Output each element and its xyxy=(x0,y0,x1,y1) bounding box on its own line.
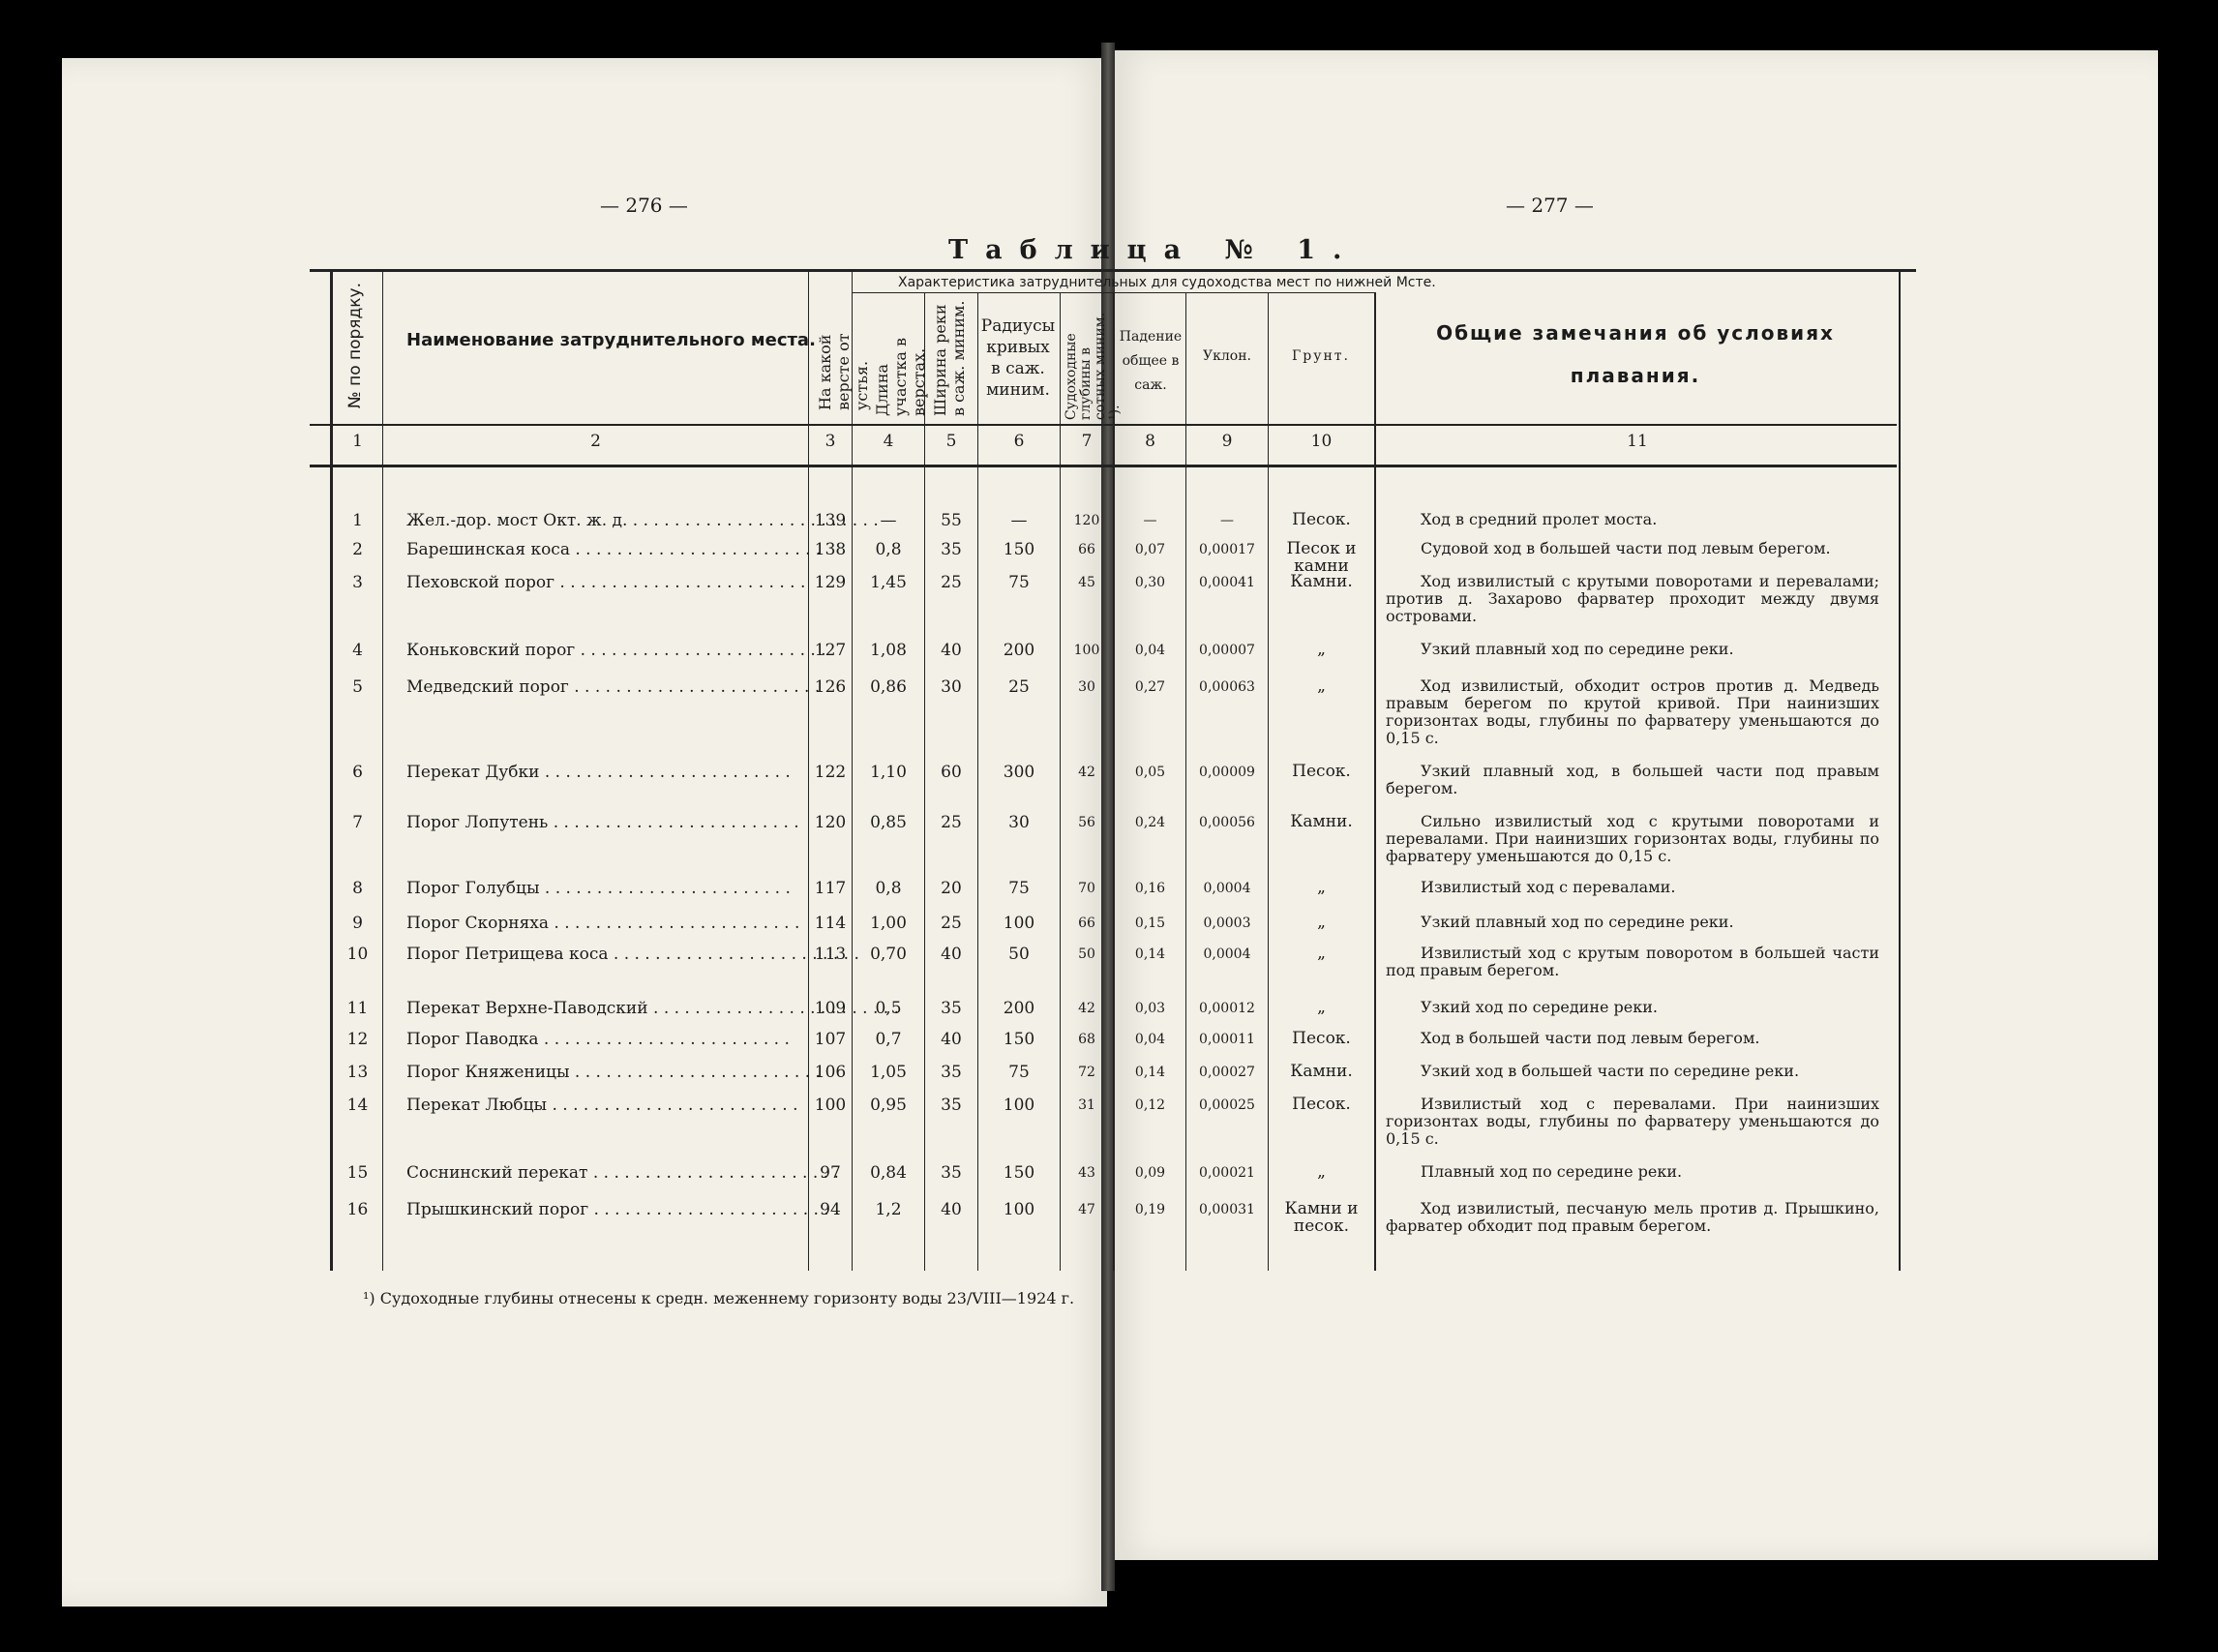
cell-soil: Камни. xyxy=(1290,572,1353,591)
cell-width: 40 xyxy=(941,1030,962,1049)
cell-radius: 100 xyxy=(1003,914,1035,933)
cell-len: 0,86 xyxy=(870,677,907,697)
cell-verst: 138 xyxy=(814,540,847,559)
cell-name: Порог Лопутень . . . xyxy=(406,813,805,832)
cell-depth: 66 xyxy=(1078,542,1095,557)
header-number: № по порядку. xyxy=(345,282,365,408)
cell-fall: 0,04 xyxy=(1134,1032,1166,1047)
cell-name: Порог Скорняха . . . xyxy=(406,914,805,933)
cell-remarks: Судовой ход в большей части под левым берегом. xyxy=(1421,539,1831,557)
cell-name: Порог Голубцы . . . xyxy=(406,879,805,898)
cell-n: 3 xyxy=(352,573,363,592)
cell-slope: 0,00027 xyxy=(1199,1065,1255,1080)
cell-slope: — xyxy=(1220,513,1234,528)
cell-verst: 106 xyxy=(814,1063,847,1082)
cell-width: 25 xyxy=(941,914,962,933)
cell-radius: 150 xyxy=(1003,1163,1035,1183)
cell-soil: „ xyxy=(1317,998,1326,1017)
cell-verst: 113 xyxy=(814,945,847,964)
cell-fall: 0,09 xyxy=(1134,1165,1166,1181)
cell-fall: 0,05 xyxy=(1134,765,1166,780)
cell-verst: 100 xyxy=(814,1096,847,1115)
cell-width: 40 xyxy=(941,1200,962,1219)
cell-len: 1,45 xyxy=(870,573,907,592)
cell-remarks: Ход в средний пролет моста. xyxy=(1421,510,1658,528)
col-number-6: 6 xyxy=(1013,432,1025,451)
cell-depth: 68 xyxy=(1078,1032,1095,1047)
cell-depth: 100 xyxy=(1073,643,1100,658)
cell-fall: 0,27 xyxy=(1134,679,1166,695)
cell-slope: 0,00017 xyxy=(1199,542,1255,557)
cell-width: 40 xyxy=(941,945,962,964)
cell-name: Коньковский порог . . . xyxy=(406,641,805,660)
cell-remarks: Извилистый ход с перевалами. xyxy=(1421,878,1676,896)
header-name: Наименование затруднительного места. xyxy=(406,330,816,350)
cell-fall: 0,15 xyxy=(1134,916,1166,931)
header-slope: Уклон. xyxy=(1203,348,1251,364)
cell-len: 0,7 xyxy=(875,1030,902,1049)
cell-slope: 0,00041 xyxy=(1199,575,1255,590)
cell-width: 35 xyxy=(941,1063,962,1082)
cell-soil: „ xyxy=(1317,944,1326,963)
cell-soil: Камни. xyxy=(1290,1062,1353,1081)
cell-name: Соснинский перекат . . . xyxy=(406,1163,805,1183)
cell-width: 25 xyxy=(941,573,962,592)
cell-width: 35 xyxy=(941,999,962,1018)
cell-n: 14 xyxy=(346,1096,369,1115)
cell-radius: 75 xyxy=(1008,1063,1030,1082)
cell-fall: 0,03 xyxy=(1134,1001,1166,1016)
cell-len: 1,05 xyxy=(870,1063,907,1082)
cell-fall: 0,12 xyxy=(1134,1097,1166,1113)
cell-slope: 0,00056 xyxy=(1199,815,1255,830)
table-title: Таблица № 1. xyxy=(948,235,1360,265)
cell-width: 25 xyxy=(941,813,962,832)
cell-verst: 120 xyxy=(814,813,847,832)
cell-name: Перекат Верхне-Паводский . . . xyxy=(406,999,805,1018)
header-depth: Судоходные глубины в сотных миним. ¹). xyxy=(1064,312,1123,420)
header-fall: Падение общее в саж. xyxy=(1119,329,1183,393)
cell-depth: 45 xyxy=(1078,575,1095,590)
cell-radius: — xyxy=(1010,511,1028,530)
cell-slope: 0,00011 xyxy=(1199,1032,1255,1047)
cell-slope: 0,0003 xyxy=(1203,916,1251,931)
cell-verst: 94 xyxy=(820,1200,841,1219)
col-number-2: 2 xyxy=(590,432,601,451)
cell-verst: 107 xyxy=(814,1030,847,1049)
cell-depth: 50 xyxy=(1078,946,1095,962)
cell-depth: 43 xyxy=(1078,1165,1095,1181)
page-number-right: — 277 — xyxy=(1506,194,1594,217)
cell-radius: 150 xyxy=(1003,540,1035,559)
cell-slope: 0,0004 xyxy=(1203,946,1251,962)
cell-radius: 50 xyxy=(1008,945,1030,964)
cell-verst: 129 xyxy=(814,573,847,592)
cell-slope: 0,00012 xyxy=(1199,1001,1255,1016)
cell-remarks: Извилистый ход с перевалами. При наинизших горизонтах воды, глубины по фарватеру уменьшаются до 0,15 с. xyxy=(1386,1095,1879,1148)
header-width: Ширина реки в саж. миним. xyxy=(931,300,968,416)
cell-fall: 0,19 xyxy=(1134,1202,1166,1217)
cell-radius: 200 xyxy=(1003,999,1035,1018)
cell-name: Прышкинский порог . . . xyxy=(406,1200,805,1219)
cell-depth: 120 xyxy=(1073,513,1100,528)
cell-radius: 75 xyxy=(1008,879,1030,898)
cell-name: Перекат Дубки . . . xyxy=(406,763,805,782)
cell-name: Медведский порог . . . xyxy=(406,677,805,697)
cell-depth: 66 xyxy=(1078,916,1095,931)
col-number-7: 7 xyxy=(1081,432,1093,451)
header-remarks: Общие замечания об условиях плавания. xyxy=(1436,321,1835,387)
cell-len: 0,8 xyxy=(875,540,902,559)
cell-verst: 122 xyxy=(814,763,847,782)
header-soil: Грунт. xyxy=(1292,348,1350,364)
cell-slope: 0,00063 xyxy=(1199,679,1255,695)
cell-radius: 100 xyxy=(1003,1200,1035,1219)
cell-fall: — xyxy=(1143,513,1157,528)
col-number-11: 11 xyxy=(1627,432,1648,451)
cell-verst: 114 xyxy=(814,914,847,933)
cell-remarks: Узкий плавный ход, в большей части под правым берегом. xyxy=(1386,762,1879,797)
cell-len: 1,00 xyxy=(870,914,907,933)
header-group: Характеристика затруднительных для судоходства мест по нижней Мсте. xyxy=(898,275,1436,290)
cell-name: Перекат Любцы . . . xyxy=(406,1096,805,1115)
cell-verst: 139 xyxy=(814,511,847,530)
cell-n: 6 xyxy=(352,763,363,782)
cell-n: 12 xyxy=(346,1030,369,1049)
col-number-9: 9 xyxy=(1221,432,1233,451)
col-number-1: 1 xyxy=(352,432,363,451)
col-number-4: 4 xyxy=(883,432,894,451)
cell-name: Порог Петрищева коса . . . xyxy=(406,945,805,964)
cell-depth: 72 xyxy=(1078,1065,1095,1080)
cell-remarks: Узкий плавный ход по середине реки. xyxy=(1421,640,1734,658)
cell-depth: 30 xyxy=(1078,679,1095,695)
cell-width: 40 xyxy=(941,641,962,660)
cell-width: 35 xyxy=(941,1163,962,1183)
cell-width: 20 xyxy=(941,879,962,898)
cell-slope: 0,00025 xyxy=(1199,1097,1255,1113)
cell-len: — xyxy=(880,511,897,530)
cell-len: 1,08 xyxy=(870,641,907,660)
cell-name: Жел.-дор. мост Окт. ж. д. . . . xyxy=(406,511,805,530)
cell-len: 0,8 xyxy=(875,879,902,898)
cell-len: 0,95 xyxy=(870,1096,907,1115)
footnote: ¹) Судоходные глубины отнесены к средн. меженнему горизонту воды 23/VIII—1924 г. xyxy=(363,1289,1075,1307)
page-number-left: — 276 — xyxy=(600,194,688,217)
cell-n: 7 xyxy=(352,813,363,832)
cell-depth: 70 xyxy=(1078,881,1095,896)
cell-radius: 30 xyxy=(1008,813,1030,832)
cell-n: 2 xyxy=(352,540,363,559)
cell-remarks: Узкий плавный ход по середине реки. xyxy=(1421,913,1734,931)
cell-name: Порог Паводка . . . xyxy=(406,1030,805,1049)
header-verst: На какой версте от устья. xyxy=(816,333,871,410)
col-number-5: 5 xyxy=(945,432,957,451)
cell-remarks: Сильно извилистый ход с крутыми поворотами и перевалами. При наинизших горизонтах воды, глубины по фарватеру уменьшаются до 0,15 с. xyxy=(1386,812,1879,865)
header-length: Длина участка в верстах. xyxy=(873,338,928,416)
cell-radius: 300 xyxy=(1003,763,1035,782)
col-number-3: 3 xyxy=(824,432,836,451)
cell-remarks: Узкий ход в большей части по середине реки. xyxy=(1421,1062,1800,1080)
cell-depth: 42 xyxy=(1078,1001,1095,1016)
cell-soil: Камни. xyxy=(1290,812,1353,831)
cell-width: 60 xyxy=(941,763,962,782)
cell-n: 10 xyxy=(346,945,369,964)
cell-soil: „ xyxy=(1317,913,1326,932)
cell-soil: Песок и камни xyxy=(1286,539,1357,576)
cell-width: 55 xyxy=(941,511,962,530)
cell-radius: 100 xyxy=(1003,1096,1035,1115)
cell-soil: Песок. xyxy=(1292,1029,1351,1048)
cell-verst: 127 xyxy=(814,641,847,660)
cell-verst: 126 xyxy=(814,677,847,697)
cell-soil: „ xyxy=(1317,676,1326,696)
cell-depth: 42 xyxy=(1078,765,1095,780)
cell-soil: „ xyxy=(1317,640,1326,659)
cell-slope: 0,00007 xyxy=(1199,643,1255,658)
cell-fall: 0,14 xyxy=(1134,946,1166,962)
cell-n: 9 xyxy=(352,914,363,933)
cell-fall: 0,07 xyxy=(1134,542,1166,557)
cell-soil: Песок. xyxy=(1292,762,1351,781)
cell-slope: 0,00009 xyxy=(1199,765,1255,780)
col-number-8: 8 xyxy=(1145,432,1155,451)
cell-remarks: Ход извилистый, обходит остров против д. Медведь правым берегом по крутой кривой. При наинизших горизонтах воды, глубины по фарватеру уменьшаются до 0,15 с. xyxy=(1386,676,1879,747)
cell-radius: 200 xyxy=(1003,641,1035,660)
cell-width: 35 xyxy=(941,540,962,559)
cell-n: 8 xyxy=(352,879,363,898)
cell-verst: 97 xyxy=(820,1163,841,1183)
cell-n: 5 xyxy=(352,677,363,697)
cell-n: 4 xyxy=(352,641,363,660)
cell-soil: „ xyxy=(1317,1162,1326,1182)
cell-remarks: Ход в большей части под левым берегом. xyxy=(1421,1029,1760,1047)
cell-name: Барешинская коса . . . xyxy=(406,540,805,559)
cell-fall: 0,04 xyxy=(1134,643,1166,658)
cell-slope: 0,00021 xyxy=(1199,1165,1255,1181)
cell-fall: 0,24 xyxy=(1134,815,1166,830)
cell-soil: Песок. xyxy=(1292,510,1351,529)
cell-fall: 0,14 xyxy=(1134,1065,1166,1080)
col-number-10: 10 xyxy=(1310,432,1333,451)
cell-name: Порог Княженицы . . . xyxy=(406,1063,805,1082)
cell-soil: Камни и песок. xyxy=(1284,1199,1359,1236)
cell-radius: 75 xyxy=(1008,573,1030,592)
cell-remarks: Ход извилистый, песчаную мель против д. Прышкино, фарватер обходит под правым берегом. xyxy=(1386,1199,1879,1235)
cell-n: 13 xyxy=(346,1063,369,1082)
cell-slope: 0,00031 xyxy=(1199,1202,1255,1217)
cell-n: 15 xyxy=(346,1163,369,1183)
cell-radius: 150 xyxy=(1003,1030,1035,1049)
cell-remarks: Узкий ход по середине реки. xyxy=(1421,998,1659,1016)
cell-len: 1,2 xyxy=(875,1200,902,1219)
cell-len: 0,5 xyxy=(875,999,902,1018)
cell-radius: 25 xyxy=(1008,677,1030,697)
cell-depth: 56 xyxy=(1078,815,1095,830)
cell-n: 1 xyxy=(352,511,363,530)
cell-n: 16 xyxy=(346,1200,369,1219)
cell-len: 1,10 xyxy=(870,763,907,782)
cell-n: 11 xyxy=(346,999,369,1018)
cell-fall: 0,16 xyxy=(1134,881,1166,896)
cell-remarks: Извилистый ход с крутым поворотом в большей части под правым берегом. xyxy=(1386,944,1879,979)
header-radius: Радиусы кривых в саж. миним. xyxy=(980,316,1056,400)
cell-name: Пеховской порог . . . xyxy=(406,573,805,592)
cell-soil: „ xyxy=(1317,878,1326,897)
cell-remarks: Плавный ход по середине реки. xyxy=(1421,1162,1683,1181)
cell-slope: 0,0004 xyxy=(1203,881,1251,896)
cell-soil: Песок. xyxy=(1292,1095,1351,1114)
cell-len: 0,85 xyxy=(870,813,907,832)
cell-verst: 109 xyxy=(814,999,847,1018)
cell-width: 35 xyxy=(941,1096,962,1115)
cell-len: 0,70 xyxy=(870,945,907,964)
cell-len: 0,84 xyxy=(870,1163,907,1183)
cell-verst: 117 xyxy=(814,879,847,898)
cell-depth: 47 xyxy=(1078,1202,1095,1217)
cell-remarks: Ход извилистый с крутыми поворотами и перевалами; против д. Захарово фарватер проходит между двумя островами. xyxy=(1386,572,1879,625)
cell-depth: 31 xyxy=(1078,1097,1095,1113)
cell-width: 30 xyxy=(941,677,962,697)
cell-fall: 0,30 xyxy=(1134,575,1166,590)
